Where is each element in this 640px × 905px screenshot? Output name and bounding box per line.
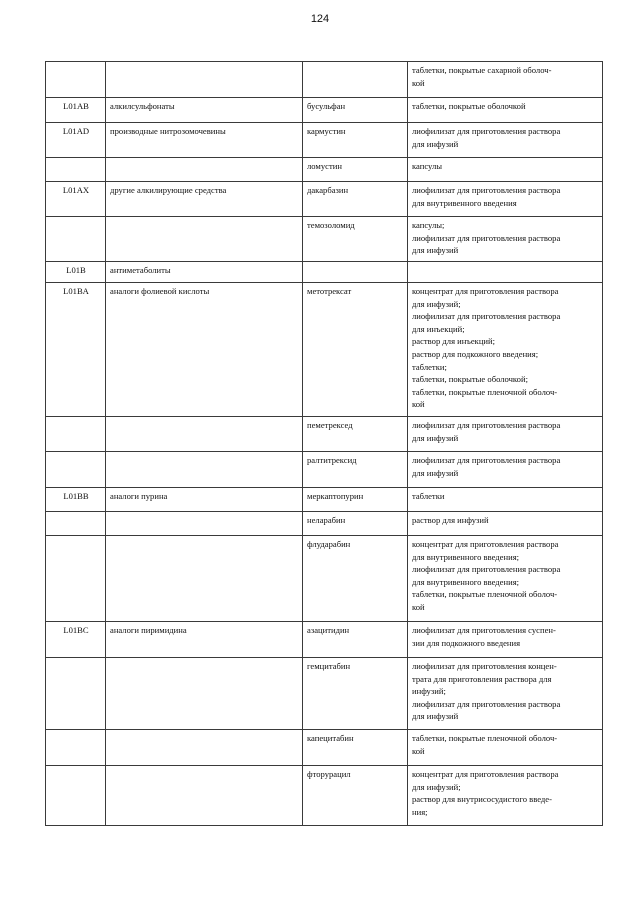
dosage-form-line: для внутривенного введения; [412, 551, 520, 562]
dosage-form-line: лиофилизат для приготовления раствора [412, 564, 561, 575]
dosage-form-line: таблетки [412, 491, 445, 501]
drug-name-cell: флударабин [303, 536, 408, 622]
dosage-form-cell [408, 62, 603, 98]
atc-code-cell [46, 62, 106, 98]
dosage-form-cell [408, 452, 603, 488]
dosage-form-line: лиофилизат для приготовления раствора [412, 698, 561, 709]
drug-name-cell: ломустин [303, 158, 408, 182]
atc-group-cell: аналоги пурина [106, 488, 303, 512]
dosage-form-cell [408, 488, 603, 512]
table-row [46, 182, 603, 217]
dosage-form-line: для инфузий; [412, 298, 461, 309]
drug-name-cell: неларабин [303, 512, 408, 536]
atc-code-cell [46, 512, 106, 536]
drug-name-cell: фторурацил [303, 766, 408, 826]
atc-group-cell: другие алкилирующие средства [106, 182, 303, 217]
table-row [46, 417, 603, 452]
atc-code-cell: L01BB [46, 488, 106, 512]
atc-code-cell [46, 766, 106, 826]
dosage-form-cell [408, 512, 603, 536]
drug-name-cell: кармустин [303, 123, 408, 158]
atc-code-cell: L01BA [46, 283, 106, 417]
dosage-form-line: лиофилизат для приготовления раствора [412, 311, 561, 322]
atc-code-cell [46, 417, 106, 452]
dosage-form-line: таблетки; [412, 361, 447, 372]
atc-group-cell [106, 730, 303, 766]
table-row [46, 98, 603, 123]
dosage-form-line: лиофилизат для приготовления раствора [412, 455, 561, 465]
dosage-form-cell [408, 730, 603, 766]
atc-group-cell: аналоги фолиевой кислоты [106, 283, 303, 417]
dosage-form-line: таблетки, покрытые пленочной оболоч- [412, 589, 558, 600]
drug-name-cell [303, 262, 408, 283]
dosage-form-line: для инфузий [412, 245, 459, 256]
dosage-form-line: для внутривенного введения [412, 197, 517, 208]
dosage-form-line: раствор для инфузий [412, 515, 489, 525]
drug-name-cell: бусульфан [303, 98, 408, 123]
dosage-form-line: для внутривенного введения; [412, 576, 520, 587]
dosage-form-cell [408, 98, 603, 123]
dosage-form-line: капсулы [412, 161, 443, 171]
atc-group-cell [106, 62, 303, 98]
dosage-form-cell [408, 766, 603, 826]
table-row [46, 622, 603, 658]
dosage-form-line: кой [412, 399, 425, 410]
dosage-form-cell [408, 622, 603, 658]
dosage-form-cell [408, 123, 603, 158]
atc-code-cell [46, 536, 106, 622]
atc-group-cell: производные нитрозомочевины [106, 123, 303, 158]
dosage-form-line: зии для подкожного введения [412, 637, 521, 648]
table-row [46, 766, 603, 826]
dosage-form-line: раствор для внутрисосудистого введе- [412, 794, 552, 805]
dosage-form-cell [408, 283, 603, 417]
dosage-form-line: для инфузий [412, 711, 459, 722]
table-row [46, 283, 603, 417]
drug-name-cell: гемцитабин [303, 658, 408, 730]
dosage-form-line: раствор для инъекций; [412, 336, 496, 347]
dosage-form-cell [408, 217, 603, 262]
dosage-form-line: для инфузий [412, 432, 459, 443]
drug-table [45, 61, 603, 826]
drug-name-cell: ралтитрексид [303, 452, 408, 488]
table-row [46, 262, 603, 283]
dosage-form-line: таблетки, покрытые оболочкой [412, 101, 526, 111]
table-row [46, 62, 603, 98]
dosage-form-line: лиофилизат для приготовления суспен- [412, 625, 556, 635]
dosage-form-line: таблетки, покрытые пленочной оболоч- [412, 733, 558, 743]
dosage-form-cell [408, 158, 603, 182]
table-row [46, 217, 603, 262]
dosage-form-line: таблетки, покрытые пленочной оболоч- [412, 386, 558, 397]
dosage-form-line: лиофилизат для приготовления концен- [412, 661, 557, 671]
table-row [46, 123, 603, 158]
dosage-form-line: ния; [412, 806, 428, 817]
dosage-form-cell [408, 417, 603, 452]
atc-group-cell [106, 217, 303, 262]
dosage-form-line: кой [412, 745, 425, 756]
atc-group-cell [106, 417, 303, 452]
drug-name-cell: темозоломид [303, 217, 408, 262]
atc-group-cell [106, 658, 303, 730]
atc-group-cell: алкилсульфонаты [106, 98, 303, 123]
atc-group-cell: антиметаболиты [106, 262, 303, 283]
drug-name-cell: метотрексат [303, 283, 408, 417]
drug-name-cell: пеметрексед [303, 417, 408, 452]
dosage-form-line: концентрат для приготовления раствора [412, 769, 559, 779]
atc-code-cell [46, 658, 106, 730]
table-row [46, 158, 603, 182]
atc-group-cell [106, 452, 303, 488]
atc-code-cell: L01AB [46, 98, 106, 123]
dosage-form-line: для инфузий [412, 467, 459, 478]
table-row [46, 730, 603, 766]
drug-name-cell: дакарбазин [303, 182, 408, 217]
table-row [46, 536, 603, 622]
table-row [46, 452, 603, 488]
dosage-form-line: таблетки, покрытые оболочкой; [412, 374, 528, 385]
dosage-form-line: кой [412, 77, 425, 88]
dosage-form-line: концентрат для приготовления раствора [412, 286, 559, 296]
dosage-form-cell [408, 536, 603, 622]
atc-code-cell: L01AX [46, 182, 106, 217]
atc-group-cell [106, 158, 303, 182]
dosage-form-cell [408, 182, 603, 217]
dosage-form-line: таблетки, покрытые сахарной оболоч- [412, 65, 552, 75]
atc-code-cell: L01AD [46, 123, 106, 158]
dosage-form-line: для инъекций; [412, 323, 465, 334]
dosage-form-line: для инфузий; [412, 781, 461, 792]
dosage-form-line: лиофилизат для приготовления раствора [412, 126, 561, 136]
dosage-form-line: лиофилизат для приготовления раствора [412, 420, 561, 430]
drug-name-cell: меркаптопурин [303, 488, 408, 512]
atc-group-cell [106, 766, 303, 826]
atc-code-cell [46, 158, 106, 182]
atc-code-cell: L01BC [46, 622, 106, 658]
dosage-form-cell [408, 658, 603, 730]
atc-group-cell: аналоги пиримидина [106, 622, 303, 658]
atc-code-cell [46, 452, 106, 488]
drug-name-cell [303, 62, 408, 98]
table-row [46, 488, 603, 512]
atc-group-cell [106, 536, 303, 622]
drug-name-cell: азацитидин [303, 622, 408, 658]
dosage-form-cell [408, 262, 603, 283]
atc-group-cell [106, 512, 303, 536]
atc-code-cell [46, 217, 106, 262]
table-row [46, 512, 603, 536]
dosage-form-line: для инфузий [412, 138, 459, 149]
drug-name-cell: капецитабин [303, 730, 408, 766]
dosage-form-line: трата для приготовления раствора для [412, 673, 552, 684]
dosage-form-line: кой [412, 601, 425, 612]
dosage-form-line: лиофилизат для приготовления раствора [412, 232, 561, 243]
page-number: 124 [310, 13, 330, 25]
atc-code-cell: L01B [46, 262, 106, 283]
table-row [46, 658, 603, 730]
dosage-form-line: раствор для подкожного введения; [412, 348, 539, 359]
dosage-form-line: лиофилизат для приготовления раствора [412, 185, 561, 195]
dosage-form-line: капсулы; [412, 220, 445, 230]
atc-code-cell [46, 730, 106, 766]
dosage-form-line: инфузий; [412, 686, 446, 697]
dosage-form-line: концентрат для приготовления раствора [412, 539, 559, 549]
